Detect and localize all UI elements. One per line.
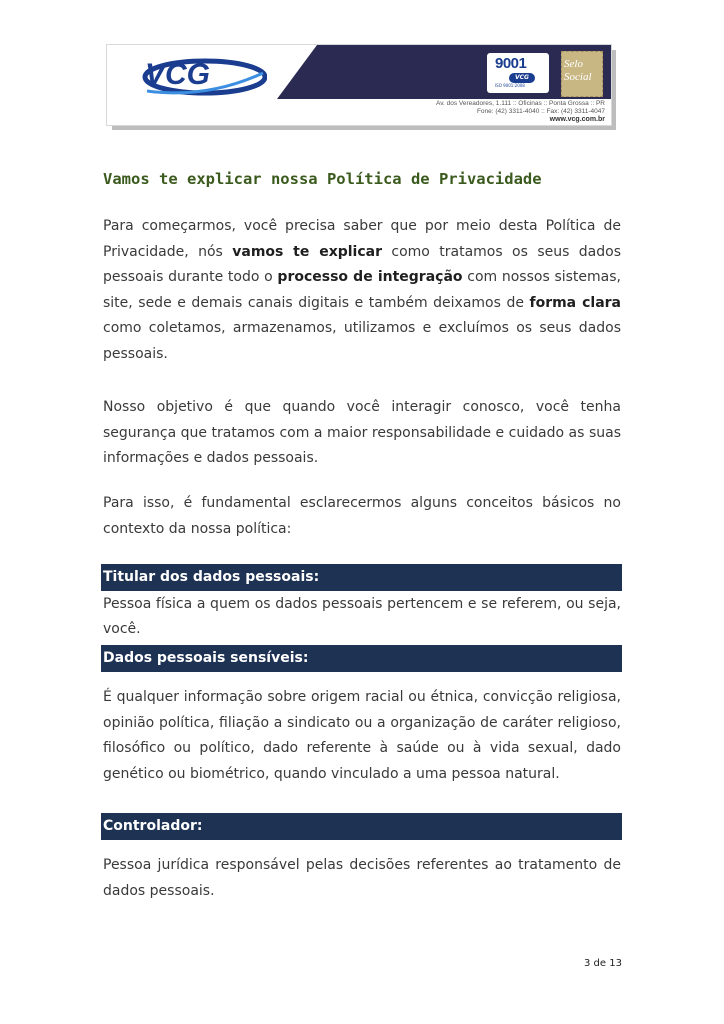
banner-wedge [277,45,317,99]
definition-heading-titular: Titular dos dados pessoais: [101,564,622,591]
definition-text-controlador: Pessoa jurídica responsável pelas decisões referentes ao tratamento de dados pessoais. [103,857,621,899]
intro-text-1: Para começarmos, você precisa saber que por meio desta Política de Privacidade, nós [103,218,621,260]
logo-text: VCG [145,58,211,91]
iso-vcg-mark: VCG [509,73,535,83]
intro-text-4: como coletamos, armazenamos, utilizamos e excluímos os seus dados pessoais. [103,320,621,362]
selo-line2: Social [564,71,592,83]
intro-text-2: como tratamos os seus dados pessoais durante todo o [103,243,622,286]
letterhead-banner [106,44,616,130]
definition-heading-controlador: Controlador: [101,813,622,840]
selo-text [564,58,592,84]
page-number: 3 de 13 [584,958,622,969]
concepts-intro-paragraph: Para isso, é fundamental esclarecermos alguns conceitos básicos no contexto da nossa política: [103,495,621,537]
definition-text-sensiveis: É qualquer informação sobre origem racial ou étnica, convicção religiosa, opinião política, filiação a sindicato ou a organização de caráter religioso, filosófico ou político, dado referente à saúde ou à vida sexual, dado genético ou biométrico, quando vinculado a uma pessoa natural. [103,689,621,782]
objective-paragraph: Nosso objetivo é que quando você interagir conosco, você tenha segurança que tratamos com a maior responsabilidade e cuidado as suas informações e dados pessoais. [103,399,621,467]
address-line-1: Av. dos Vereadores, 1.111 :: Oficinas :: Ponta Grossa :: PR [436,100,605,107]
intro-text-3: com nossos sistemas, site, sede e demais canais digitais e também deixamos de [103,269,622,311]
definition-text-titular: Pessoa física a quem os dados pessoais pertencem e se referem, ou seja, você. [103,596,621,637]
intro-bold-1: vamos te explicar [232,243,382,260]
page-title: Vamos te explicar nossa Política de Privacidade [103,170,542,188]
vcg-logo [127,51,267,101]
selo-line1: Selo [564,58,583,70]
company-address [436,100,605,124]
intro-bold-3: forma clara [529,294,621,311]
definition-heading-sensiveis: Dados pessoais sensíveis: [101,645,622,672]
intro-paragraph [103,214,621,368]
website-link[interactable]: www.vcg.com.br [549,116,605,123]
selo-social-badge [561,51,603,97]
iso-9001-badge [487,53,549,93]
iso-caption: ISO 9001:2008 [495,83,525,88]
iso-number: 9001 [495,55,527,72]
intro-bold-2: processo de integração [277,269,463,286]
banner-box [106,44,612,126]
address-line-2: Fone: (42) 3311-4040 :: Fax: (42) 3311-4047 [476,108,605,115]
